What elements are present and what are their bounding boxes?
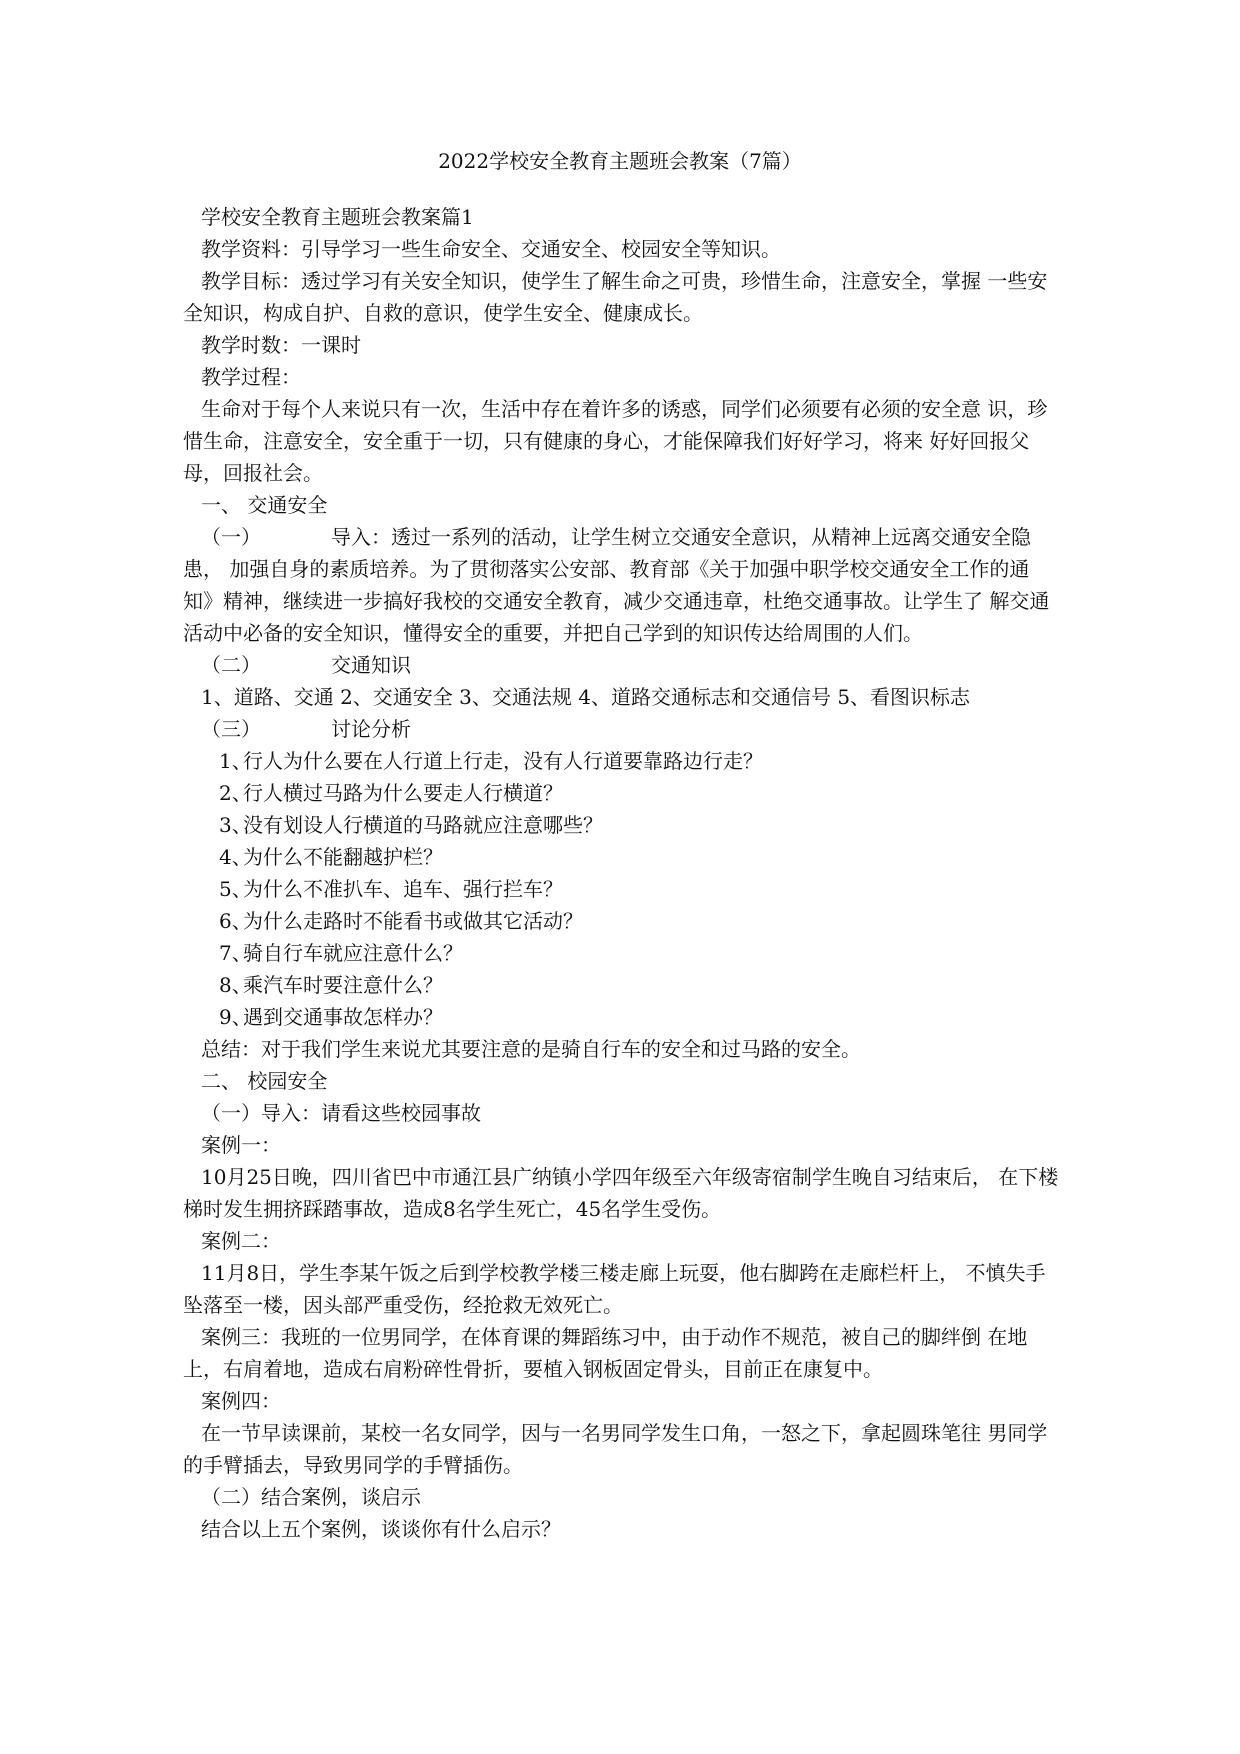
section-2-intro: （一）导入：请看这些校园事故 [201,1101,481,1125]
question-number: 6、 [219,909,252,933]
question-number: 7、 [219,941,252,965]
question-text: 遇到交通事故怎样办？ [243,1005,443,1029]
summary-paragraph: 总结：对于我们学生来说尤其要注意的是骑自行车的安全和过马路的安全。 [201,1037,861,1061]
case-2-text: 11月8日，学生李某午饭之后到学校教学楼三楼走廊上玩耍，他右脚跨在走廊栏杆上， 不慎失手坠落至一楼，因头部严重受伤，经抢救无效死亡。 [183,1261,1046,1317]
question-item [183,841,1063,873]
question-number: 3、 [219,813,252,837]
section-2-title: 二、 校园安全 [201,1069,328,1093]
section-1-intro-text: 导入：透过一系列的活动，让学生树立交通安全意识，从精神上远离交通安全隐患， 加强自身的素质培养。为了贯彻落实公安部、教育部《关于加强中职学校交通安全工作的通 知》精神，继续进一步搞好我校的交通安全教育，减少交通违章，杜绝交通事故。让学生了 解交通活动中必备的安全知识，懂得安全的重要，并把自己学到的知识传达给周围的人们。 [183,525,1050,645]
question-item [183,777,1063,809]
lesson-heading: 学校安全教育主题班会教案篇1 [201,205,474,229]
case-3-text: 案例三：我班的一位男同学，在体育课的舞蹈练习中，由于动作不规范，被自己的脚绊倒 在地上，右肩着地，造成右肩粉碎性骨折，要植入钢板固定骨头，目前正在康复中。 [183,1325,1028,1381]
question-text: 乘汽车时要注意什么？ [243,973,443,997]
question-text: 为什么不能翻越护栏？ [243,845,443,869]
knowledge-list: 1、道路、交通 2、交通安全 3、交通法规 4、道路交通标志和交通信号 5、看图识标志 [201,685,971,709]
section-1-intro [183,521,1063,649]
question-text: 骑自行车就应注意什么？ [243,941,463,965]
question-item [183,1001,1063,1033]
section-1-knowledge-label: （二） [201,653,261,677]
question-number: 2、 [219,781,252,805]
question-list [183,745,1063,1033]
question-text: 为什么走路时不能看书或做其它活动？ [243,909,583,933]
section-2-reflection-heading: （二）结合案例，谈启示 [201,1485,421,1509]
process-label: 教学过程： [201,365,301,389]
section-1-intro-label: （一） [201,525,261,549]
question-item [183,937,1063,969]
question-text: 没有划设人行横道的马路就应注意哪些？ [243,813,603,837]
section-1-discussion-label: （三） [201,717,261,741]
question-number: 9、 [219,1005,252,1029]
question-item [183,745,1063,777]
section-1-knowledge-title: 交通知识 [331,653,411,677]
question-number: 5、 [219,877,252,901]
question-number: 8、 [219,973,252,997]
document-title: 2022学校安全教育主题班会教案（7篇） [438,149,802,173]
question-item [183,969,1063,1001]
question-number: 1、 [219,749,252,773]
section-1-title: 一、 交通安全 [201,493,328,517]
case-4-text: 在一节早读课前，某校一名女同学，因与一名男同学发生口角，一怒之下，拿起圆珠笔往 男同学的手臂插去，导致男同学的手臂插伤。 [183,1421,1048,1477]
question-item [183,905,1063,937]
question-number: 4、 [219,845,252,869]
hours-paragraph: 教学时数：一课时 [201,333,361,357]
document-body [183,201,1063,1545]
case-1-label: 案例一： [201,1133,281,1157]
question-item [183,809,1063,841]
final-question: 结合以上五个案例，谈谈你有什么启示？ [201,1517,561,1541]
question-text: 行人为什么要在人行道上行走，没有人行道要靠路边行走？ [243,749,763,773]
section-1-knowledge-heading [183,649,1063,681]
section-1-discussion-heading [183,713,1063,745]
case-2-label: 案例二： [201,1229,281,1253]
case-1-text: 10月25日晚，四川省巴中市通江县广纳镇小学四年级至六年级寄宿制学生晚自习结束后， 在下楼梯时发生拥挤踩踏事故，造成8名学生死亡，45名学生受伤。 [183,1165,1059,1221]
question-text: 行人横过马路为什么要走人行横道？ [243,781,563,805]
question-item [183,873,1063,905]
question-text: 为什么不准扒车、追车、强行拦车？ [243,877,563,901]
goals-paragraph: 教学目标：透过学习有关安全知识，使学生了解生命之可贵，珍惜生命，注意安全，掌握 一些安全知识，构成自护、自救的意识，使学生安全、健康成长。 [183,269,1048,325]
case-4-label: 案例四： [201,1389,281,1413]
section-1-discussion-title: 讨论分析 [331,717,411,741]
intro-paragraph: 生命对于每个人来说只有一次，生活中存在着许多的诱惑，同学们必须要有必须的安全意 识，珍惜生命，注意安全，安全重于一切，只有健康的身心，才能保障我们好好学习，将来 好好回报父母，回报社会。 [183,397,1048,485]
materials-paragraph: 教学资料：引导学习一些生命安全、交通安全、校园安全等知识。 [201,237,781,261]
